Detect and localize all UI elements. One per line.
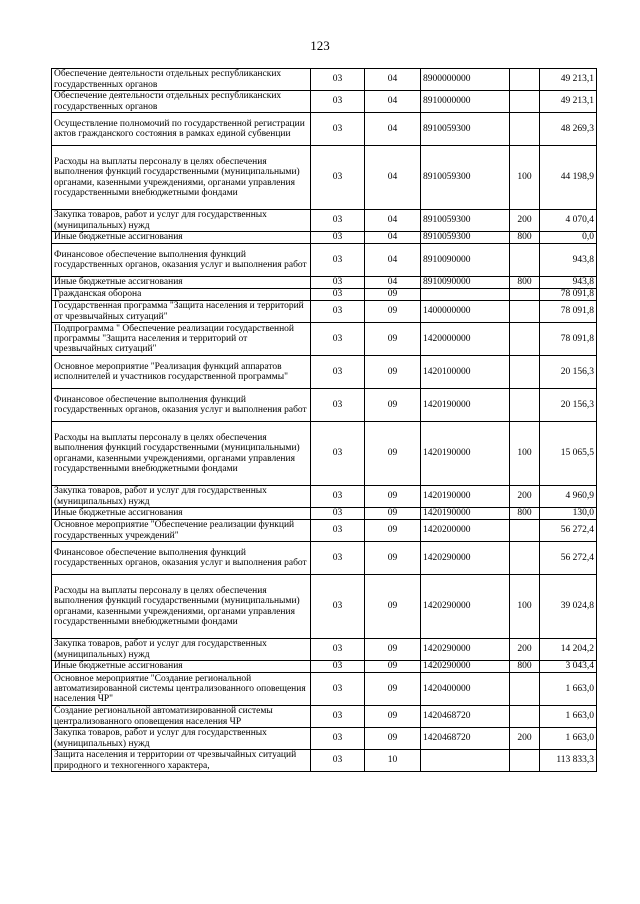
row-expense-type (510, 289, 540, 301)
budget-table (51, 68, 597, 772)
row-expense-type (510, 356, 540, 389)
row-subsection: 09 (365, 661, 421, 673)
row-target-article: 1420190000 (421, 389, 510, 422)
row-name: Основное мероприятие "Обеспечение реализации функций государственных учреждений" (52, 520, 311, 542)
table-row (52, 244, 597, 277)
row-name: Основное мероприятие "Реализация функций аппаратов исполнителей и участников государственной программы" (52, 356, 311, 389)
row-section: 03 (311, 301, 365, 323)
row-amount: 20 156,3 (540, 356, 597, 389)
row-amount: 14 204,2 (540, 639, 597, 661)
row-section: 03 (311, 69, 365, 91)
row-expense-type (510, 389, 540, 422)
row-section: 03 (311, 389, 365, 422)
row-expense-type (510, 673, 540, 706)
row-name: Подпрограмма " Обеспечение реализации государственной программы "Защита населения и территорий от чрезвычайных ситуаций" (52, 323, 311, 356)
row-name: Расходы на выплаты персоналу в целях обеспечения выполнения функций государственными (муниципальными) органами, казенными учреждениями, органами управления государственными внебюджетными фондами (52, 575, 311, 639)
table-row (52, 520, 597, 542)
row-amount: 49 213,1 (540, 91, 597, 113)
row-section: 03 (311, 277, 365, 289)
row-target-article: 8910090000 (421, 277, 510, 289)
row-section: 03 (311, 508, 365, 520)
row-expense-type: 800 (510, 232, 540, 244)
row-target-article (421, 750, 510, 772)
row-amount: 4 070,4 (540, 210, 597, 232)
row-subsection: 04 (365, 277, 421, 289)
table-row (52, 542, 597, 575)
row-section: 03 (311, 422, 365, 486)
row-amount: 49 213,1 (540, 69, 597, 91)
table-row (52, 673, 597, 706)
row-section: 03 (311, 673, 365, 706)
row-amount: 78 091,8 (540, 323, 597, 356)
row-expense-type (510, 301, 540, 323)
row-name: Основное мероприятие "Создание региональной автоматизированной системы централизованного оповещения населения ЧР" (52, 673, 311, 706)
row-target-article: 8910059300 (421, 113, 510, 146)
row-section: 03 (311, 356, 365, 389)
row-expense-type: 100 (510, 422, 540, 486)
row-name: Создание региональной автоматизированной системы централизованного оповещения населения ЧР (52, 706, 311, 728)
row-section: 03 (311, 323, 365, 356)
row-target-article: 1420290000 (421, 639, 510, 661)
row-target-article: 1420190000 (421, 486, 510, 508)
row-amount: 78 091,8 (540, 289, 597, 301)
row-expense-type: 100 (510, 575, 540, 639)
row-target-article: 1420200000 (421, 520, 510, 542)
row-name: Иные бюджетные ассигнования (52, 508, 311, 520)
row-expense-type (510, 244, 540, 277)
row-target-article: 1420400000 (421, 673, 510, 706)
row-name: Финансовое обеспечение выполнения функций государственных органов, оказания услуг и выполнения работ (52, 542, 311, 575)
row-target-article: 8900000000 (421, 69, 510, 91)
table-row (52, 661, 597, 673)
row-subsection: 09 (365, 728, 421, 750)
row-subsection: 09 (365, 542, 421, 575)
table-row (52, 277, 597, 289)
row-name: Иные бюджетные ассигнования (52, 232, 311, 244)
table-row (52, 232, 597, 244)
row-expense-type (510, 542, 540, 575)
row-amount: 0,0 (540, 232, 597, 244)
row-target-article: 1420190000 (421, 422, 510, 486)
row-subsection: 09 (365, 323, 421, 356)
row-name: Иные бюджетные ассигнования (52, 277, 311, 289)
row-target-article: 8910000000 (421, 91, 510, 113)
row-expense-type (510, 750, 540, 772)
table-row (52, 113, 597, 146)
row-expense-type (510, 706, 540, 728)
table-row (52, 91, 597, 113)
table-row (52, 389, 597, 422)
page-number: 123 (310, 38, 330, 53)
row-amount: 1 663,0 (540, 673, 597, 706)
row-expense-type (510, 69, 540, 91)
row-amount: 20 156,3 (540, 389, 597, 422)
row-section: 03 (311, 520, 365, 542)
row-amount: 39 024,8 (540, 575, 597, 639)
row-amount: 4 960,9 (540, 486, 597, 508)
table-row (52, 210, 597, 232)
row-subsection: 09 (365, 356, 421, 389)
row-expense-type: 800 (510, 508, 540, 520)
row-expense-type: 800 (510, 277, 540, 289)
row-target-article: 1420468720 (421, 728, 510, 750)
row-subsection: 04 (365, 146, 421, 210)
row-subsection: 09 (365, 289, 421, 301)
row-amount: 56 272,4 (540, 542, 597, 575)
row-subsection: 09 (365, 422, 421, 486)
table-row (52, 728, 597, 750)
row-target-article: 1420100000 (421, 356, 510, 389)
table-row (52, 639, 597, 661)
row-section: 03 (311, 91, 365, 113)
budget-table-body (52, 69, 597, 772)
row-expense-type: 100 (510, 146, 540, 210)
row-amount: 943,8 (540, 277, 597, 289)
table-row (52, 575, 597, 639)
row-expense-type (510, 323, 540, 356)
row-subsection: 04 (365, 69, 421, 91)
row-amount: 1 663,0 (540, 706, 597, 728)
row-name: Закупка товаров, работ и услуг для государственных (муниципальных) нужд (52, 728, 311, 750)
row-name: Гражданская оборона (52, 289, 311, 301)
row-section: 03 (311, 542, 365, 575)
row-amount: 1 663,0 (540, 728, 597, 750)
row-target-article: 1420290000 (421, 661, 510, 673)
row-amount: 130,0 (540, 508, 597, 520)
row-amount: 943,8 (540, 244, 597, 277)
row-subsection: 09 (365, 301, 421, 323)
row-subsection: 09 (365, 639, 421, 661)
row-subsection: 09 (365, 706, 421, 728)
row-target-article: 1420190000 (421, 508, 510, 520)
row-target-article: 8910059300 (421, 146, 510, 210)
row-name: Закупка товаров, работ и услуг для государственных (муниципальных) нужд (52, 210, 311, 232)
row-target-article: 8910059300 (421, 232, 510, 244)
row-target-article: 1420000000 (421, 323, 510, 356)
row-section: 03 (311, 244, 365, 277)
row-section: 03 (311, 210, 365, 232)
row-subsection: 09 (365, 575, 421, 639)
row-name: Обеспечение деятельности отдельных республиканских государственных органов (52, 91, 311, 113)
row-subsection: 04 (365, 113, 421, 146)
row-name: Государственная программа "Защита населения и территорий от чрезвычайных ситуаций" (52, 301, 311, 323)
row-section: 03 (311, 575, 365, 639)
row-subsection: 04 (365, 91, 421, 113)
row-name: Осуществление полномочий по государственной регистрации актов гражданского состояния в рамках единой субвенции (52, 113, 311, 146)
table-row (52, 750, 597, 772)
row-expense-type (510, 91, 540, 113)
row-section: 03 (311, 639, 365, 661)
row-amount: 78 091,8 (540, 301, 597, 323)
row-expense-type: 200 (510, 639, 540, 661)
table-row (52, 706, 597, 728)
row-name: Финансовое обеспечение выполнения функций государственных органов, оказания услуг и выполнения работ (52, 389, 311, 422)
row-subsection: 04 (365, 232, 421, 244)
row-name: Расходы на выплаты персоналу в целях обеспечения выполнения функций государственными (муниципальными) органами, казенными учреждениями, органами управления государственными внебюджетными фондами (52, 422, 311, 486)
table-row (52, 486, 597, 508)
row-amount: 3 043,4 (540, 661, 597, 673)
table-row (52, 356, 597, 389)
row-expense-type: 200 (510, 728, 540, 750)
row-amount: 56 272,4 (540, 520, 597, 542)
row-section: 03 (311, 289, 365, 301)
row-name: Финансовое обеспечение выполнения функций государственных органов, оказания услуг и выполнения работ (52, 244, 311, 277)
row-subsection: 09 (365, 673, 421, 706)
row-target-article: 1420468720 (421, 706, 510, 728)
row-subsection: 04 (365, 244, 421, 277)
row-name: Закупка товаров, работ и услуг для государственных (муниципальных) нужд (52, 486, 311, 508)
row-subsection: 10 (365, 750, 421, 772)
row-section: 03 (311, 113, 365, 146)
row-expense-type: 200 (510, 486, 540, 508)
table-row (52, 146, 597, 210)
row-subsection: 09 (365, 520, 421, 542)
row-expense-type (510, 520, 540, 542)
row-amount: 113 833,3 (540, 750, 597, 772)
table-row (52, 289, 597, 301)
table-row (52, 323, 597, 356)
table-row (52, 508, 597, 520)
table-row (52, 422, 597, 486)
table-row (52, 69, 597, 91)
row-section: 03 (311, 232, 365, 244)
row-section: 03 (311, 750, 365, 772)
row-subsection: 04 (365, 210, 421, 232)
row-amount: 15 065,5 (540, 422, 597, 486)
row-target-article: 1420290000 (421, 542, 510, 575)
row-expense-type: 800 (510, 661, 540, 673)
row-expense-type (510, 113, 540, 146)
row-name: Расходы на выплаты персоналу в целях обеспечения выполнения функций государственными (муниципальными) органами, казенными учреждениями, органами управления государственными внебюджетными фондами (52, 146, 311, 210)
row-name: Иные бюджетные ассигнования (52, 661, 311, 673)
row-subsection: 09 (365, 389, 421, 422)
row-target-article: 8910090000 (421, 244, 510, 277)
row-target-article: 8910059300 (421, 210, 510, 232)
row-name: Защита населения и территории от чрезвычайных ситуаций природного и техногенного характера, (52, 750, 311, 772)
row-subsection: 09 (365, 508, 421, 520)
row-target-article: 1400000000 (421, 301, 510, 323)
table-row (52, 301, 597, 323)
row-amount: 48 269,3 (540, 113, 597, 146)
row-name: Обеспечение деятельности отдельных республиканских государственных органов (52, 69, 311, 91)
row-section: 03 (311, 728, 365, 750)
row-name: Закупка товаров, работ и услуг для государственных (муниципальных) нужд (52, 639, 311, 661)
row-amount: 44 198,9 (540, 146, 597, 210)
row-target-article (421, 289, 510, 301)
row-section: 03 (311, 661, 365, 673)
row-section: 03 (311, 146, 365, 210)
row-section: 03 (311, 486, 365, 508)
row-section: 03 (311, 706, 365, 728)
row-target-article: 1420290000 (421, 575, 510, 639)
row-expense-type: 200 (510, 210, 540, 232)
row-subsection: 09 (365, 486, 421, 508)
